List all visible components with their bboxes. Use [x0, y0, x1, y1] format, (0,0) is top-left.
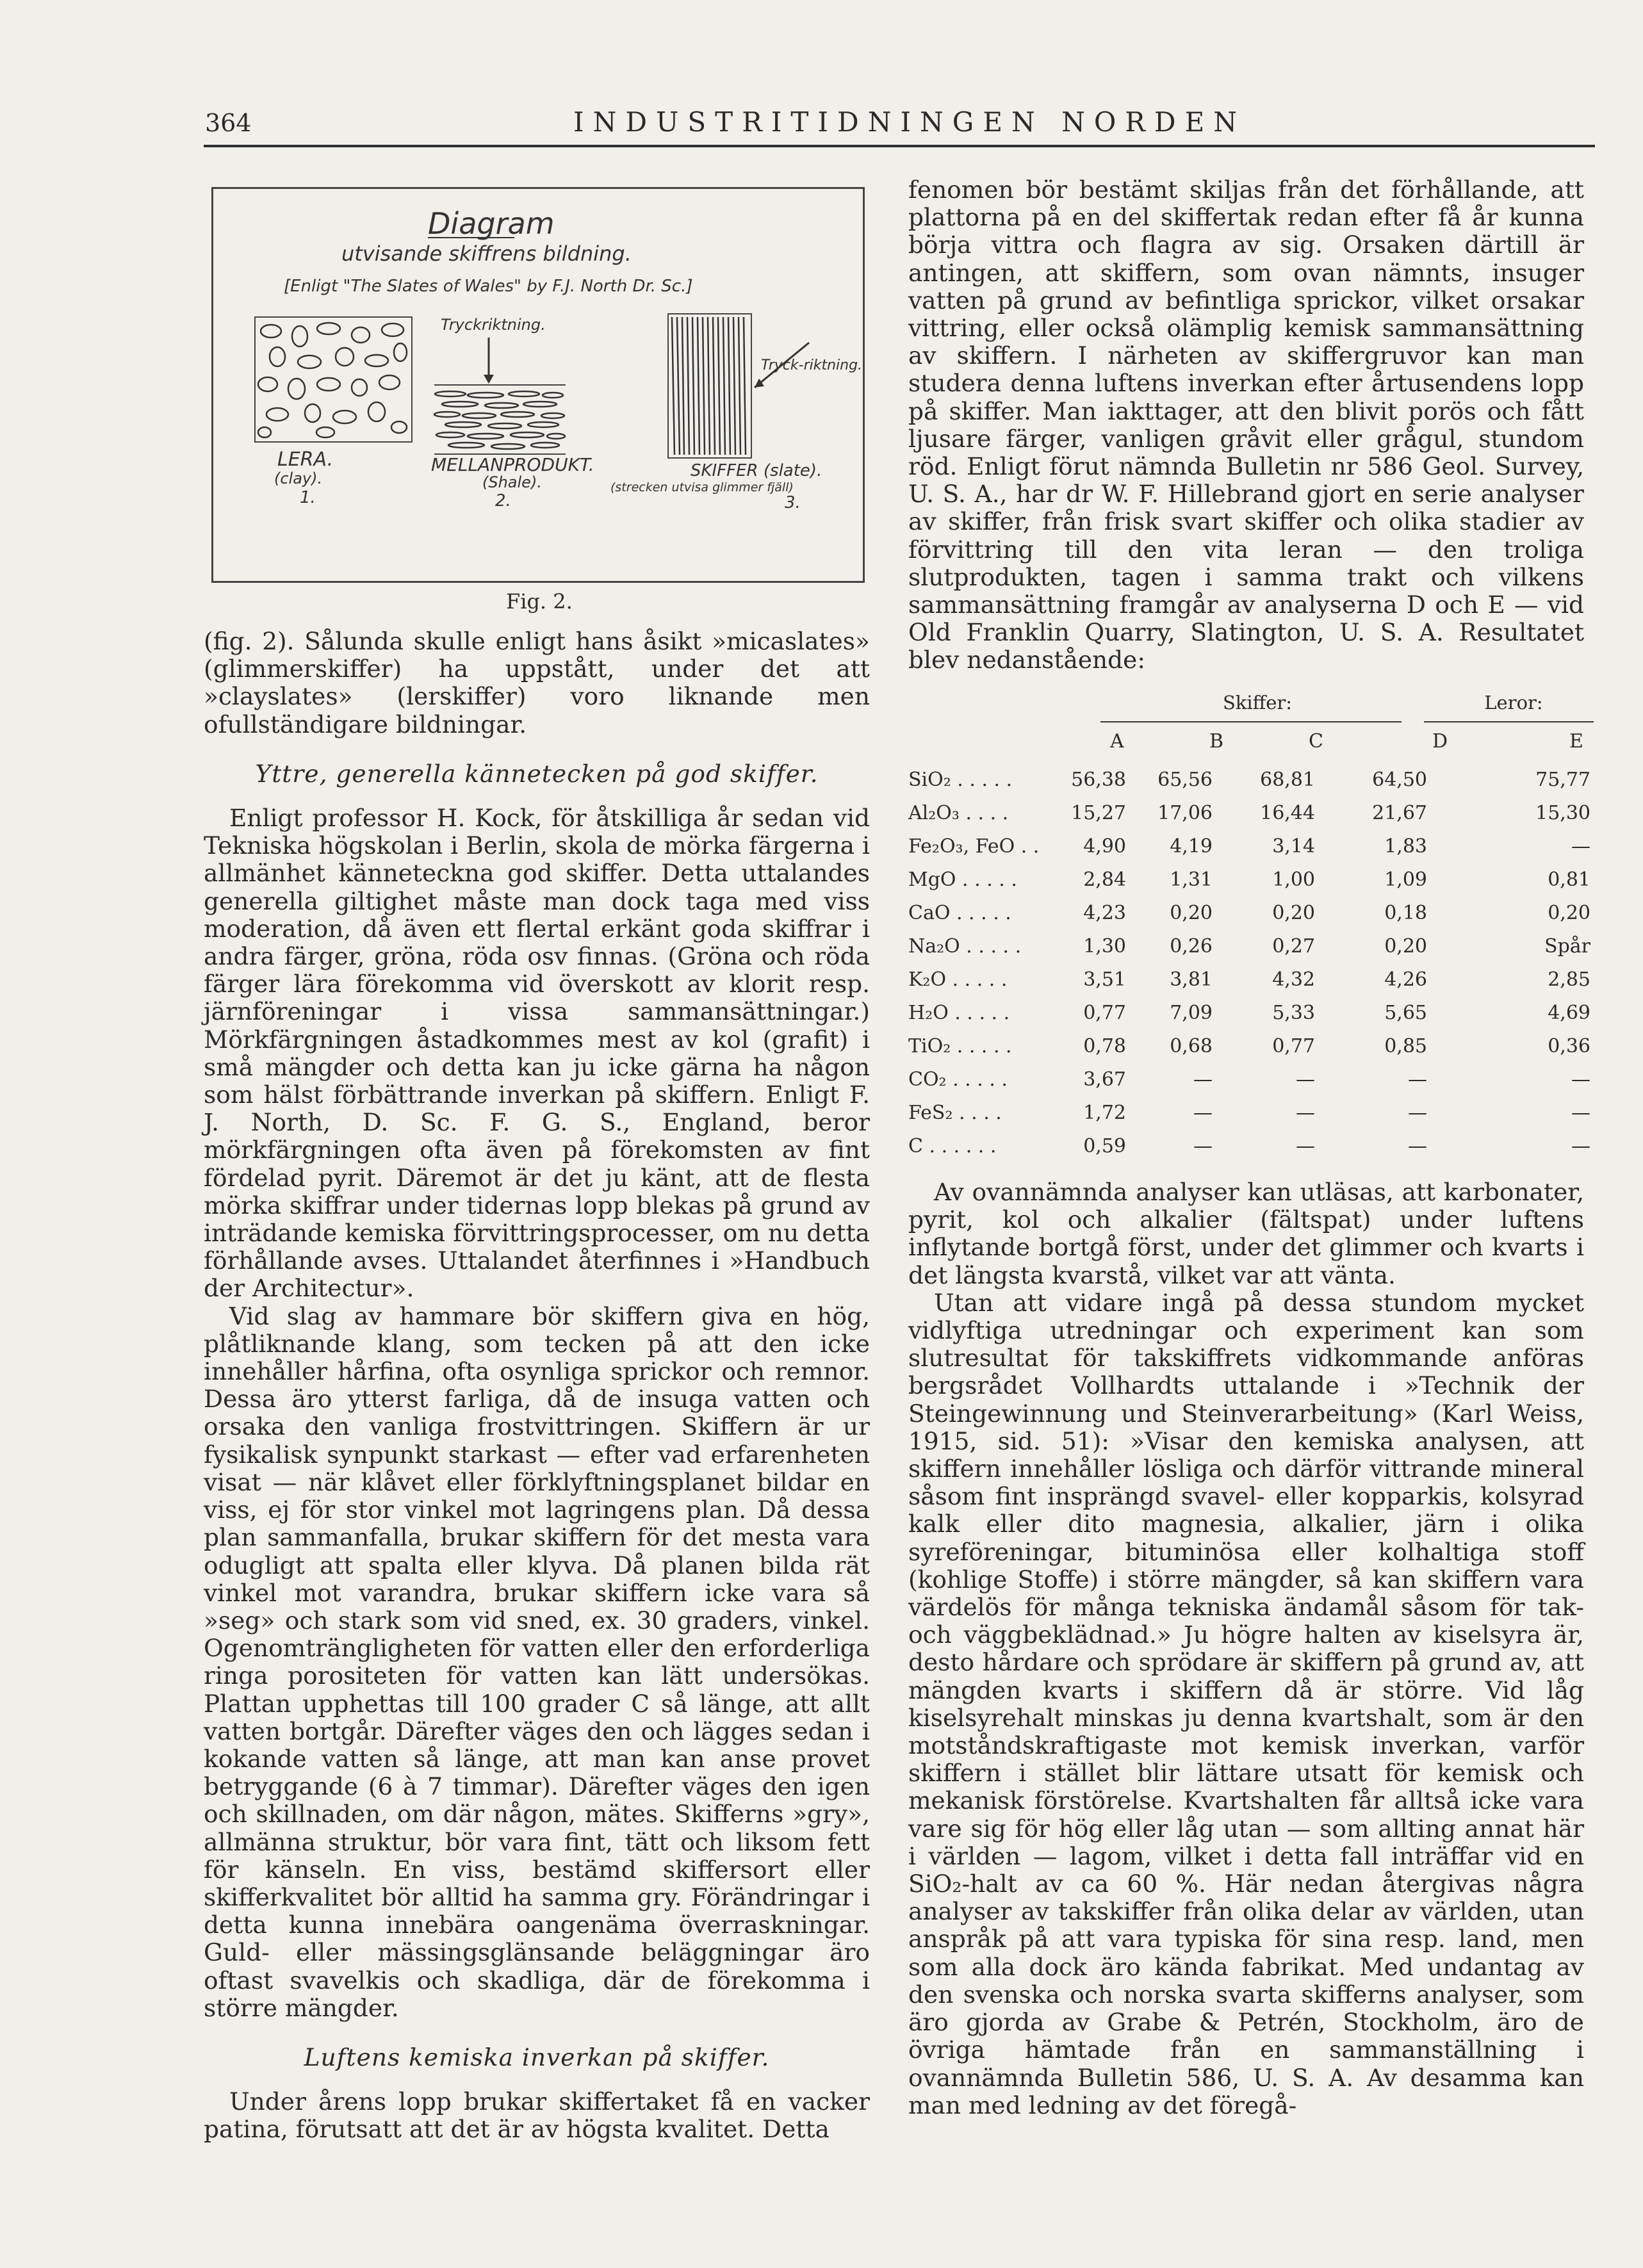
clay-sublabel: (clay). — [274, 469, 323, 487]
table-row — [908, 769, 1594, 803]
section-heading: Luftens kemiska inverkan på skiffer. — [304, 2043, 770, 2071]
table-cell: 0,68 — [1170, 1035, 1213, 1057]
table-cell: — — [1296, 1135, 1315, 1157]
diagram-title: Diagram — [428, 206, 555, 241]
table-row — [908, 902, 1594, 936]
paragraph: Vid slag av hammare bör skiffern giva en hög, plåtliknande klang, som tecken på att den icke innehåller hårfina, ofta osynliga sprickor och remnor. Dessa äro ytterst farliga, då de insuga vatten och orsaka den vanliga frostvittringen. Skiffern är ur fysikalisk synpunkt starkast — efter vad erfarenheten visat — när klåvet eller förklyftningsplanet bildar en viss, ej för stor vinkel mot lagringens plan. Då dessa plan sammanfalla, brukar skiffern för det mesta vara odugligt att spalta eller klyva. Då planen bilda rät vinkel mot varandra, brukar skiffern icke vara så »seg» och stark som vid sned, ex. 30 graders, vinkel. Ogenomträngligheten för vatten eller den erforderliga ringa porositeten för vatten kan lätt undersökas. Plattan upphettas till 100 grader C så länge, att allt vatten bortgår. Därefter väges den och lägges sedan i kokande vatten så länge, att man kan anse provet betryggande (6 à 7 timmar). Därefter väges den igen och skillnaden, om där någon, mätes. Skifferns »gry», allmänna struktur, bör vara fint, tätt och liksom fett för känseln. En viss, bestämd skiffersort eller skifferkvalitet bör alltid ha samma gry. Förändringar i detta kunna innebära oangenäma överraskningar. Guld- eller mässingsglänsande beläggningar äro oftast svavelkis och skadliga, där de förekomma i större mängder. — [204, 1301, 870, 2022]
table-row — [908, 1068, 1594, 1103]
diagram-drawing — [213, 189, 863, 581]
row-label: C . . . . . . — [908, 1135, 997, 1157]
table-cell: — — [1408, 1102, 1427, 1124]
table-cell: — — [1571, 835, 1590, 858]
table-cell: — — [1296, 1102, 1315, 1124]
table-cell: 1,09 — [1384, 869, 1427, 891]
table-cell: 4,19 — [1170, 835, 1213, 858]
table-cell: 0,20 — [1272, 902, 1315, 924]
table-cell: 4,26 — [1384, 968, 1427, 991]
clay-number: 1. — [300, 488, 316, 507]
table-cell: — — [1193, 1068, 1213, 1091]
table-row — [908, 1135, 1594, 1170]
table-cell: 3,67 — [1083, 1068, 1126, 1091]
table-cell: 1,00 — [1272, 869, 1315, 891]
slate-number: 3. — [785, 493, 801, 512]
table-cell: 0,85 — [1384, 1035, 1427, 1057]
table-cell: — — [1571, 1068, 1590, 1091]
table-cell: 17,06 — [1157, 802, 1213, 824]
diagram-credit: [Enligt "The Slates of Wales" by F.J. North Dr. Sc.] — [284, 277, 693, 296]
table-cell: 3,81 — [1170, 968, 1213, 991]
table-cell: 5,33 — [1272, 1002, 1315, 1024]
slate-panel — [668, 314, 751, 458]
table-cell: — — [1296, 1068, 1315, 1091]
paragraph: Enligt professor H. Kock, för åtskilliga år sedan vid Tekniska högskolan i Berlin, skola de mörka färgerna i allmänhet känneteckna god skiffer. Detta uttalandes generella giltighet måste man dock taga med viss moderation, då även ett flertal erkänt goda skiffrar i andra färger, gröna, röda osv finnas. (Gröna och röda färger lära förekomma vid överskott av klorit resp. järnföreningar i vissa sammansättningar.) Mörkfärgningen åstadkommes mest av kol (grafit) i små mängder och detta kan ju icke gärna ha någon som hälst förbättrande inverkan på skiffern. Enligt F. J. North, D. Sc. F. G. S., England, beror mörkfärgningen ofta även på förekomsten av fint fördelad pyrit. Däremot är det ju känt, att de flesta mörka skiffrar under tidernas lopp blekas på grund av inträdande kemiska förvittringsprocesser, om nu detta förhållande avses. Uttalandet återfinnes i »Handbuch der Architectur». — [204, 804, 870, 1303]
table-cell: 2,84 — [1083, 869, 1126, 891]
paragraph: Utan att vidare ingå på dessa stundom mycket vidlyftiga utredningar och experiment kan som slutresultat för takskiffrets vidkommande anföras bergsrådet Vollhardts uttalande i »Technik der Steingewinnung und Steinverarbeitung» (Karl Weiss, 1915, sid. 51): »Visar den kemiska analysen, att skiffern innehåller lösliga och därför vittrande mineral såsom fint insprängd svavel- eller kopparkis, kolsyrad kalk eller dito magnesia, alkalier, järn i olika syreföreningar, bituminösa eller kolhaltiga stoff (kohlige Stoffe) i större mängder, så kan skiffern vara värdelös för många tekniska ändamål såsom för tak- och väggbeklädnad.» Ju högre halten av kiselsyra är, desto hårdare och sprödare är skiffern på grund av, att mängden kvarts i skiffern då är större. Vid låg kiselsyrehalt minskas ju denna kvartshalt, som är den motståndskraftigaste mot kemisk inverkan, varför skiffern i stället blir lättare utsatt för kemisk och mekanisk förstörelse. Kvartshalten får alltså icke vara vare sig för hög eller låg utan — som allting annat här i världen — lagom, vilket i detta fall inträffar vid en SiO₂-halt av ca 60 %. Här nedan återgivas några analyser av takskiffer från olika delar av världen, utan anspråk på att vara typiska för sina resp. land, men som alla dock äro kända fabrikat. Med undantag av den svenska och norska svarta skifferns analyser, som äro gjorda av Grabe & Petrén, Stockholm, äro de övriga hämtade från en sammanställning i ovannämnda Bulletin 586, U. S. A. Av desamma kan man med ledning av det föregå- — [908, 1288, 1584, 2119]
table-row — [908, 869, 1594, 903]
table-cell: 4,69 — [1548, 1002, 1590, 1024]
table-cell: 16,44 — [1260, 802, 1315, 824]
table-cell: — — [1571, 1135, 1590, 1157]
table-row — [908, 935, 1594, 970]
table-cell: 15,27 — [1071, 802, 1126, 824]
shale-number: 2. — [495, 491, 511, 510]
diagram-subtitle: utvisande skiffrens bildning. — [341, 241, 632, 266]
table-cell: 0,20 — [1170, 902, 1213, 924]
table-cell: — — [1408, 1068, 1427, 1091]
table-row — [908, 1102, 1594, 1136]
row-label: K₂O . . . . . — [908, 968, 1008, 991]
page-number: 364 — [205, 109, 252, 137]
table-cell: 0,81 — [1548, 869, 1590, 891]
row-label: TiO₂ . . . . . — [908, 1035, 1012, 1057]
table-cell: 0,78 — [1083, 1035, 1126, 1057]
slate-label: SKIFFER (slate). — [691, 461, 822, 480]
table-cell: 0,20 — [1384, 935, 1427, 958]
table-cell: 1,83 — [1384, 835, 1427, 858]
table-cell: 15,30 — [1535, 802, 1590, 824]
table-cell: — — [1193, 1102, 1213, 1124]
table-cell: 3,51 — [1083, 968, 1126, 991]
header-rule — [204, 145, 1595, 147]
paragraph: Av ovannämnda analyser kan utläsas, att karbonater, pyrit, kol och alkalier (fältspat) under luftens inflytande bortgå först, under det glimmer och kvarts i det längsta kvarstå, vilket var att vänta. — [908, 1178, 1584, 1289]
table-cell: 0,18 — [1384, 902, 1427, 924]
figure-caption: Fig. 2. — [506, 589, 573, 614]
paragraph: Under årens lopp brukar skiffertaket få en vacker patina, förutsatt att det är av högsta kvalitet. Detta — [204, 2087, 870, 2144]
table-cell: Spår — [1544, 935, 1590, 958]
column-header: B — [1209, 730, 1224, 753]
table-header-row — [908, 730, 1594, 765]
table-cell: 0,26 — [1170, 935, 1213, 958]
clay-label: LERA. — [277, 448, 334, 471]
group-label-skiffer: Skiffer: — [1222, 692, 1293, 714]
table-cell: 68,81 — [1260, 769, 1315, 791]
table-cell: 21,67 — [1372, 802, 1427, 824]
shale-panel — [434, 385, 566, 454]
table-row — [908, 802, 1594, 836]
row-label: FeS₂ . . . . — [908, 1102, 1002, 1124]
table-row — [908, 1002, 1594, 1036]
table-row — [908, 968, 1594, 1003]
shale-label: MELLANPRODUKT. — [431, 454, 594, 475]
table-cell: 7,09 — [1170, 1002, 1213, 1024]
table-cell: 1,30 — [1083, 935, 1126, 958]
table-cell: 0,77 — [1272, 1035, 1315, 1057]
table-cell: — — [1571, 1102, 1590, 1124]
table-cell: 1,31 — [1170, 869, 1213, 891]
table-row — [908, 835, 1594, 870]
group-label-leror: Leror: — [1484, 692, 1543, 714]
column-header: A — [1110, 730, 1124, 753]
row-label: MgO . . . . . — [908, 869, 1017, 891]
group-bracket-leror — [1424, 721, 1594, 722]
table-cell: 65,56 — [1157, 769, 1213, 791]
row-label: H₂O . . . . . — [908, 1002, 1010, 1024]
section-heading: Yttre, generella kännetecken på god skiffer. — [255, 759, 819, 788]
row-label: Fe₂O₃, FeO . . — [908, 835, 1040, 858]
pressure-label: Tryckriktning. — [441, 316, 546, 334]
right-column-bottom — [908, 1179, 1584, 2119]
table-cell: 3,14 — [1272, 835, 1315, 858]
table-cell: — — [1193, 1135, 1213, 1157]
right-column-top — [908, 176, 1584, 674]
table-cell: 0,27 — [1272, 935, 1315, 958]
table-cell: 4,23 — [1083, 902, 1126, 924]
row-label: CO₂ . . . . . — [908, 1068, 1008, 1091]
table-cell: 0,36 — [1548, 1035, 1590, 1057]
table-cell: 5,65 — [1384, 1002, 1427, 1024]
paragraph: fenomen bör bestämt skiljas från det förhållande, att plattorna på en del skiffertak redan efter få år kunna börja vittra och flagra av sig. Orsaken därtill är antingen, att skiffern, som ovan nämnts, insuger vatten på grund av befintliga sprickor, vilket orsakar vittring, eller också olämplig kemisk sammansättning av skiffern. I närheten av skiffergruvor kan man studera denna luftens inverkan efter årtusendens lopp på skiffer. Man iakttager, att den blivit porös och fått ljusare färger, vanligen gråvit eller grågul, stundom röd. Enligt förut nämnda Bulletin nr 586 Geol. Survey, U. S. A., har dr W. F. Hillebrand gjort en serie analyser av skiffer, från frisk svart skiffer och olika stadier av förvittring till den vita leran — den troliga slutprodukten, tagen i samma trakt och vilkens sammansättning framgår av analyserna D och E — vid Old Franklin Quarry, Slatington, U. S. A. Resultatet blev nedanstående: — [908, 175, 1584, 674]
group-bracket-skiffer — [1100, 721, 1402, 722]
column-header: E — [1569, 730, 1583, 753]
column-header: D — [1432, 730, 1448, 753]
figure-diagram — [211, 187, 865, 583]
shale-sublabel: (Shale). — [482, 473, 542, 491]
table-cell: 4,32 — [1272, 968, 1315, 991]
table-cell: 64,50 — [1372, 769, 1427, 791]
table-cell: 0,59 — [1083, 1135, 1126, 1157]
table-cell: 0,77 — [1083, 1002, 1126, 1024]
running-title: INDUSTRITIDNINGEN NORDEN — [573, 106, 1246, 138]
row-label: Al₂O₃ . . . . — [908, 802, 1009, 824]
analysis-table — [908, 692, 1594, 1166]
pressure-arrowhead-icon — [484, 375, 494, 384]
table-cell: 75,77 — [1535, 769, 1590, 791]
table-cell: 4,90 — [1083, 835, 1126, 858]
row-label: CaO . . . . . — [908, 902, 1011, 924]
paragraph: (fig. 2). Sålunda skulle enligt hans åsikt »micaslates» (glimmerskiffer) ha uppstått, under det att »clayslates» (lerskiffer) voro liknande men ofullständigare bildningar. — [204, 627, 870, 738]
table-cell: 0,20 — [1548, 902, 1590, 924]
row-label: SiO₂ . . . . . — [908, 769, 1013, 791]
table-cell: 2,85 — [1548, 968, 1590, 991]
clay-panel — [255, 317, 412, 442]
table-row — [908, 1035, 1594, 1070]
left-column — [204, 628, 870, 2144]
slate-sublabel: (strecken utvisa glimmer fjäll) — [610, 480, 794, 494]
table-cell: — — [1408, 1135, 1427, 1157]
column-header: C — [1309, 730, 1323, 753]
pressure-right-label: Tryck-riktning. — [761, 357, 863, 373]
row-label: Na₂O . . . . . — [908, 935, 1022, 958]
table-cell: 1,72 — [1083, 1102, 1126, 1124]
table-cell: 56,38 — [1071, 769, 1126, 791]
